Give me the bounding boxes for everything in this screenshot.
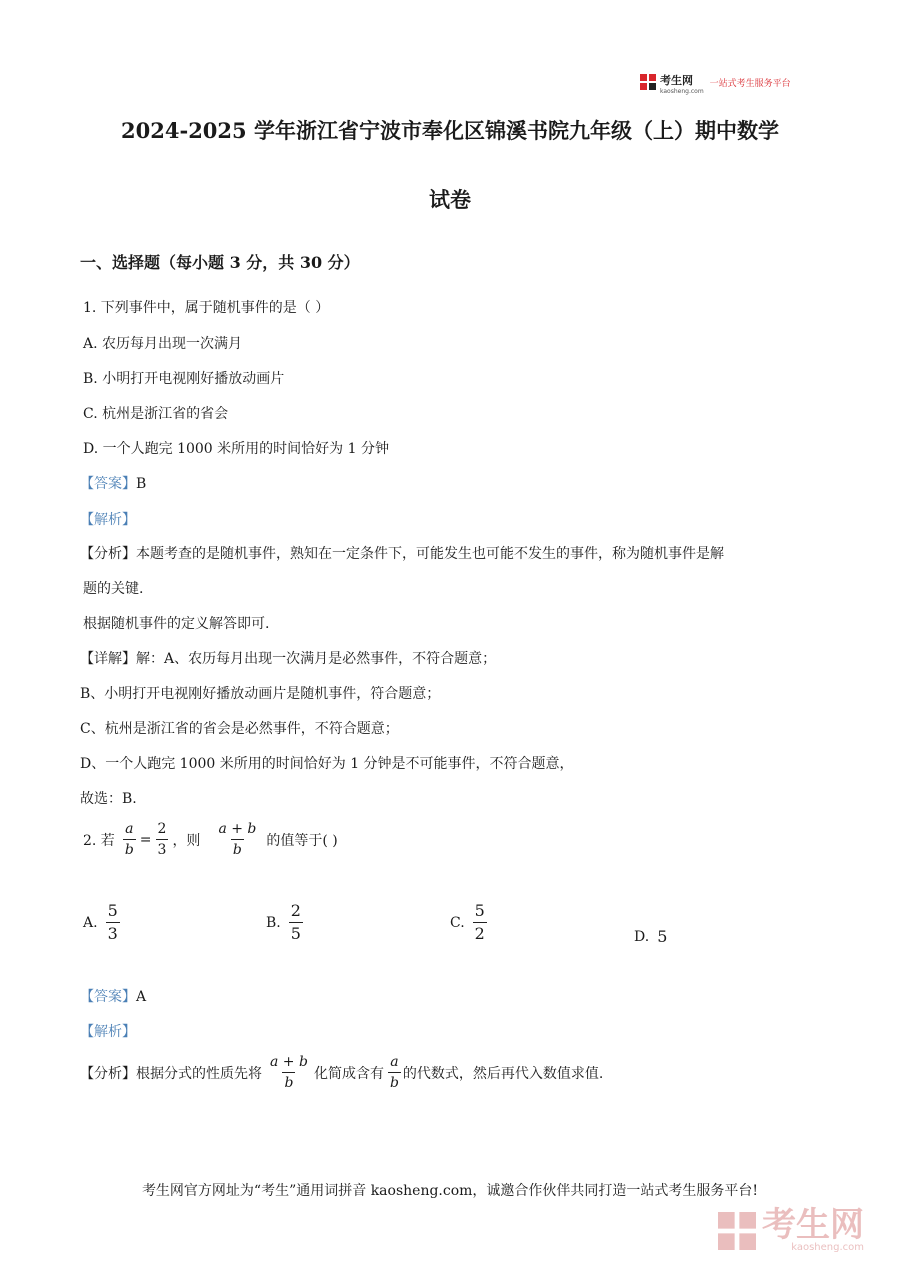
q2-answer-tag: 【答案】 — [80, 989, 136, 1005]
q2-analysis-prefix: 【分析】根据分式的性质先将 — [80, 1065, 262, 1082]
watermark-text — [762, 1205, 864, 1253]
equals-sign: = — [139, 831, 152, 848]
q1-answer-value: B — [136, 476, 147, 492]
q1-analysis-line: C、杭州是浙江省的省会是必然事件，不符合题意； — [80, 721, 399, 737]
page-footer: 考生网官方网址为“考生”通用词拼音 kaosheng.com，诚邀合作伙伴共同打造一站式考生服务平台! — [141, 1183, 759, 1199]
q1-option-d: D. 一个人跑完 1000 米所用的时间恰好为 1 分钟 — [83, 441, 389, 457]
option-fraction — [473, 903, 487, 942]
q1-analysis-tag: 【解析】 — [80, 512, 136, 528]
watermark — [718, 1205, 864, 1253]
logo-text — [660, 69, 704, 95]
logo-slogan: 一站式考生服务平台 — [709, 78, 791, 89]
option-fraction — [289, 903, 303, 942]
page-title-line2: 试卷 — [429, 187, 471, 212]
logo-name: 考生网 — [660, 74, 693, 87]
q2-option-a — [83, 903, 120, 942]
watermark-domain: kaosheng.com — [791, 1242, 864, 1253]
fraction-numerator: a + b — [218, 821, 257, 837]
fraction-numerator: 5 — [474, 901, 485, 920]
fraction-numerator: a + b — [270, 1054, 308, 1070]
page-title-line1: 2024-2025 学年浙江省宁波市奉化区锦溪书院九年级（上）期中数学 — [121, 118, 779, 143]
q1-analysis-line: B、小明打开电视刚好播放动画片是随机事件，符合题意； — [80, 686, 441, 702]
q2-mid: ，则 — [172, 832, 201, 849]
q1-analysis-line: 【分析】本题考查的是随机事件，熟知在一定条件下，可能发生也可能不发生的事件，称为随机事件是解 — [80, 546, 724, 562]
q2-answer-value: A — [136, 989, 147, 1005]
q1-option-c: C. 杭州是浙江省的省会 — [83, 406, 229, 422]
option-label: B. — [266, 914, 281, 931]
fraction-numerator: 2 — [157, 821, 167, 837]
q2-option-b — [266, 903, 303, 942]
q2-suffix: 的值等于( ) — [266, 832, 338, 849]
option-label: A. — [83, 914, 98, 931]
option-label: D. — [634, 928, 650, 945]
q2-prefix: 2. 若 — [83, 832, 115, 849]
fraction-denominator: 3 — [107, 924, 118, 943]
q2-given-lhs-fraction — [123, 822, 136, 857]
watermark-name: 考生网 — [762, 1205, 864, 1245]
q2-answer — [80, 986, 146, 1006]
header-logo — [640, 72, 791, 95]
q2-analysis-suffix: 的代数式，然后再代入数值求值. — [402, 1065, 604, 1082]
q1-option-b: B. 小明打开电视刚好播放动画片 — [83, 371, 285, 387]
fraction-numerator: 5 — [107, 901, 118, 920]
fraction-denominator: b — [123, 839, 136, 857]
kaosheng-logo-icon — [640, 74, 656, 90]
fraction-denominator: 3 — [156, 839, 169, 857]
q2-option-c — [450, 903, 487, 942]
fraction-denominator: b — [282, 1072, 295, 1090]
fraction-denominator: b — [231, 839, 244, 857]
q2-analysis-fraction-2 — [388, 1055, 401, 1090]
q1-option-a: A. 农历每月出现一次满月 — [83, 336, 243, 352]
watermark-logo-icon — [718, 1212, 756, 1250]
fraction-numerator: a — [390, 1054, 399, 1070]
option-value: 5 — [657, 927, 668, 946]
q2-target-fraction — [216, 822, 258, 857]
option-fraction — [106, 903, 120, 942]
q2-given-rhs-fraction — [156, 822, 169, 857]
q1-analysis-line: 题的关键. — [83, 581, 144, 597]
logo-domain: kaosheng.com — [660, 88, 704, 95]
q2-analysis-fraction-1 — [268, 1055, 310, 1090]
fraction-denominator: 2 — [474, 924, 485, 943]
q1-stem: 1. 下列事件中，属于随机事件的是（ ） — [83, 300, 330, 316]
fraction-denominator: b — [388, 1072, 401, 1090]
fraction-numerator: 2 — [290, 901, 301, 920]
q1-analysis-line: 【详解】解：A、农历每月出现一次满月是必然事件，不符合题意； — [80, 651, 497, 667]
q2-stem — [83, 822, 338, 857]
q2-analysis-mid: 化简成含有 — [313, 1065, 384, 1082]
q1-analysis-line: D、一个人跑完 1000 米所用的时间恰好为 1 分钟是不可能事件，不符合题意， — [80, 756, 574, 772]
fraction-denominator: 5 — [290, 924, 301, 943]
q1-analysis-line: 故选：B. — [80, 791, 137, 807]
section-heading: 一、选择题（每小题 3 分，共 30 分） — [80, 253, 360, 272]
q2-analysis-tag: 【解析】 — [80, 1024, 136, 1040]
q1-answer-tag: 【答案】 — [80, 476, 136, 492]
q1-analysis-line: 根据随机事件的定义解答即可. — [83, 616, 270, 632]
option-label: C. — [450, 914, 465, 931]
fraction-numerator: a — [125, 821, 134, 837]
q2-option-d — [634, 927, 667, 946]
q2-analysis-line — [80, 1055, 603, 1090]
q1-answer — [80, 473, 146, 493]
